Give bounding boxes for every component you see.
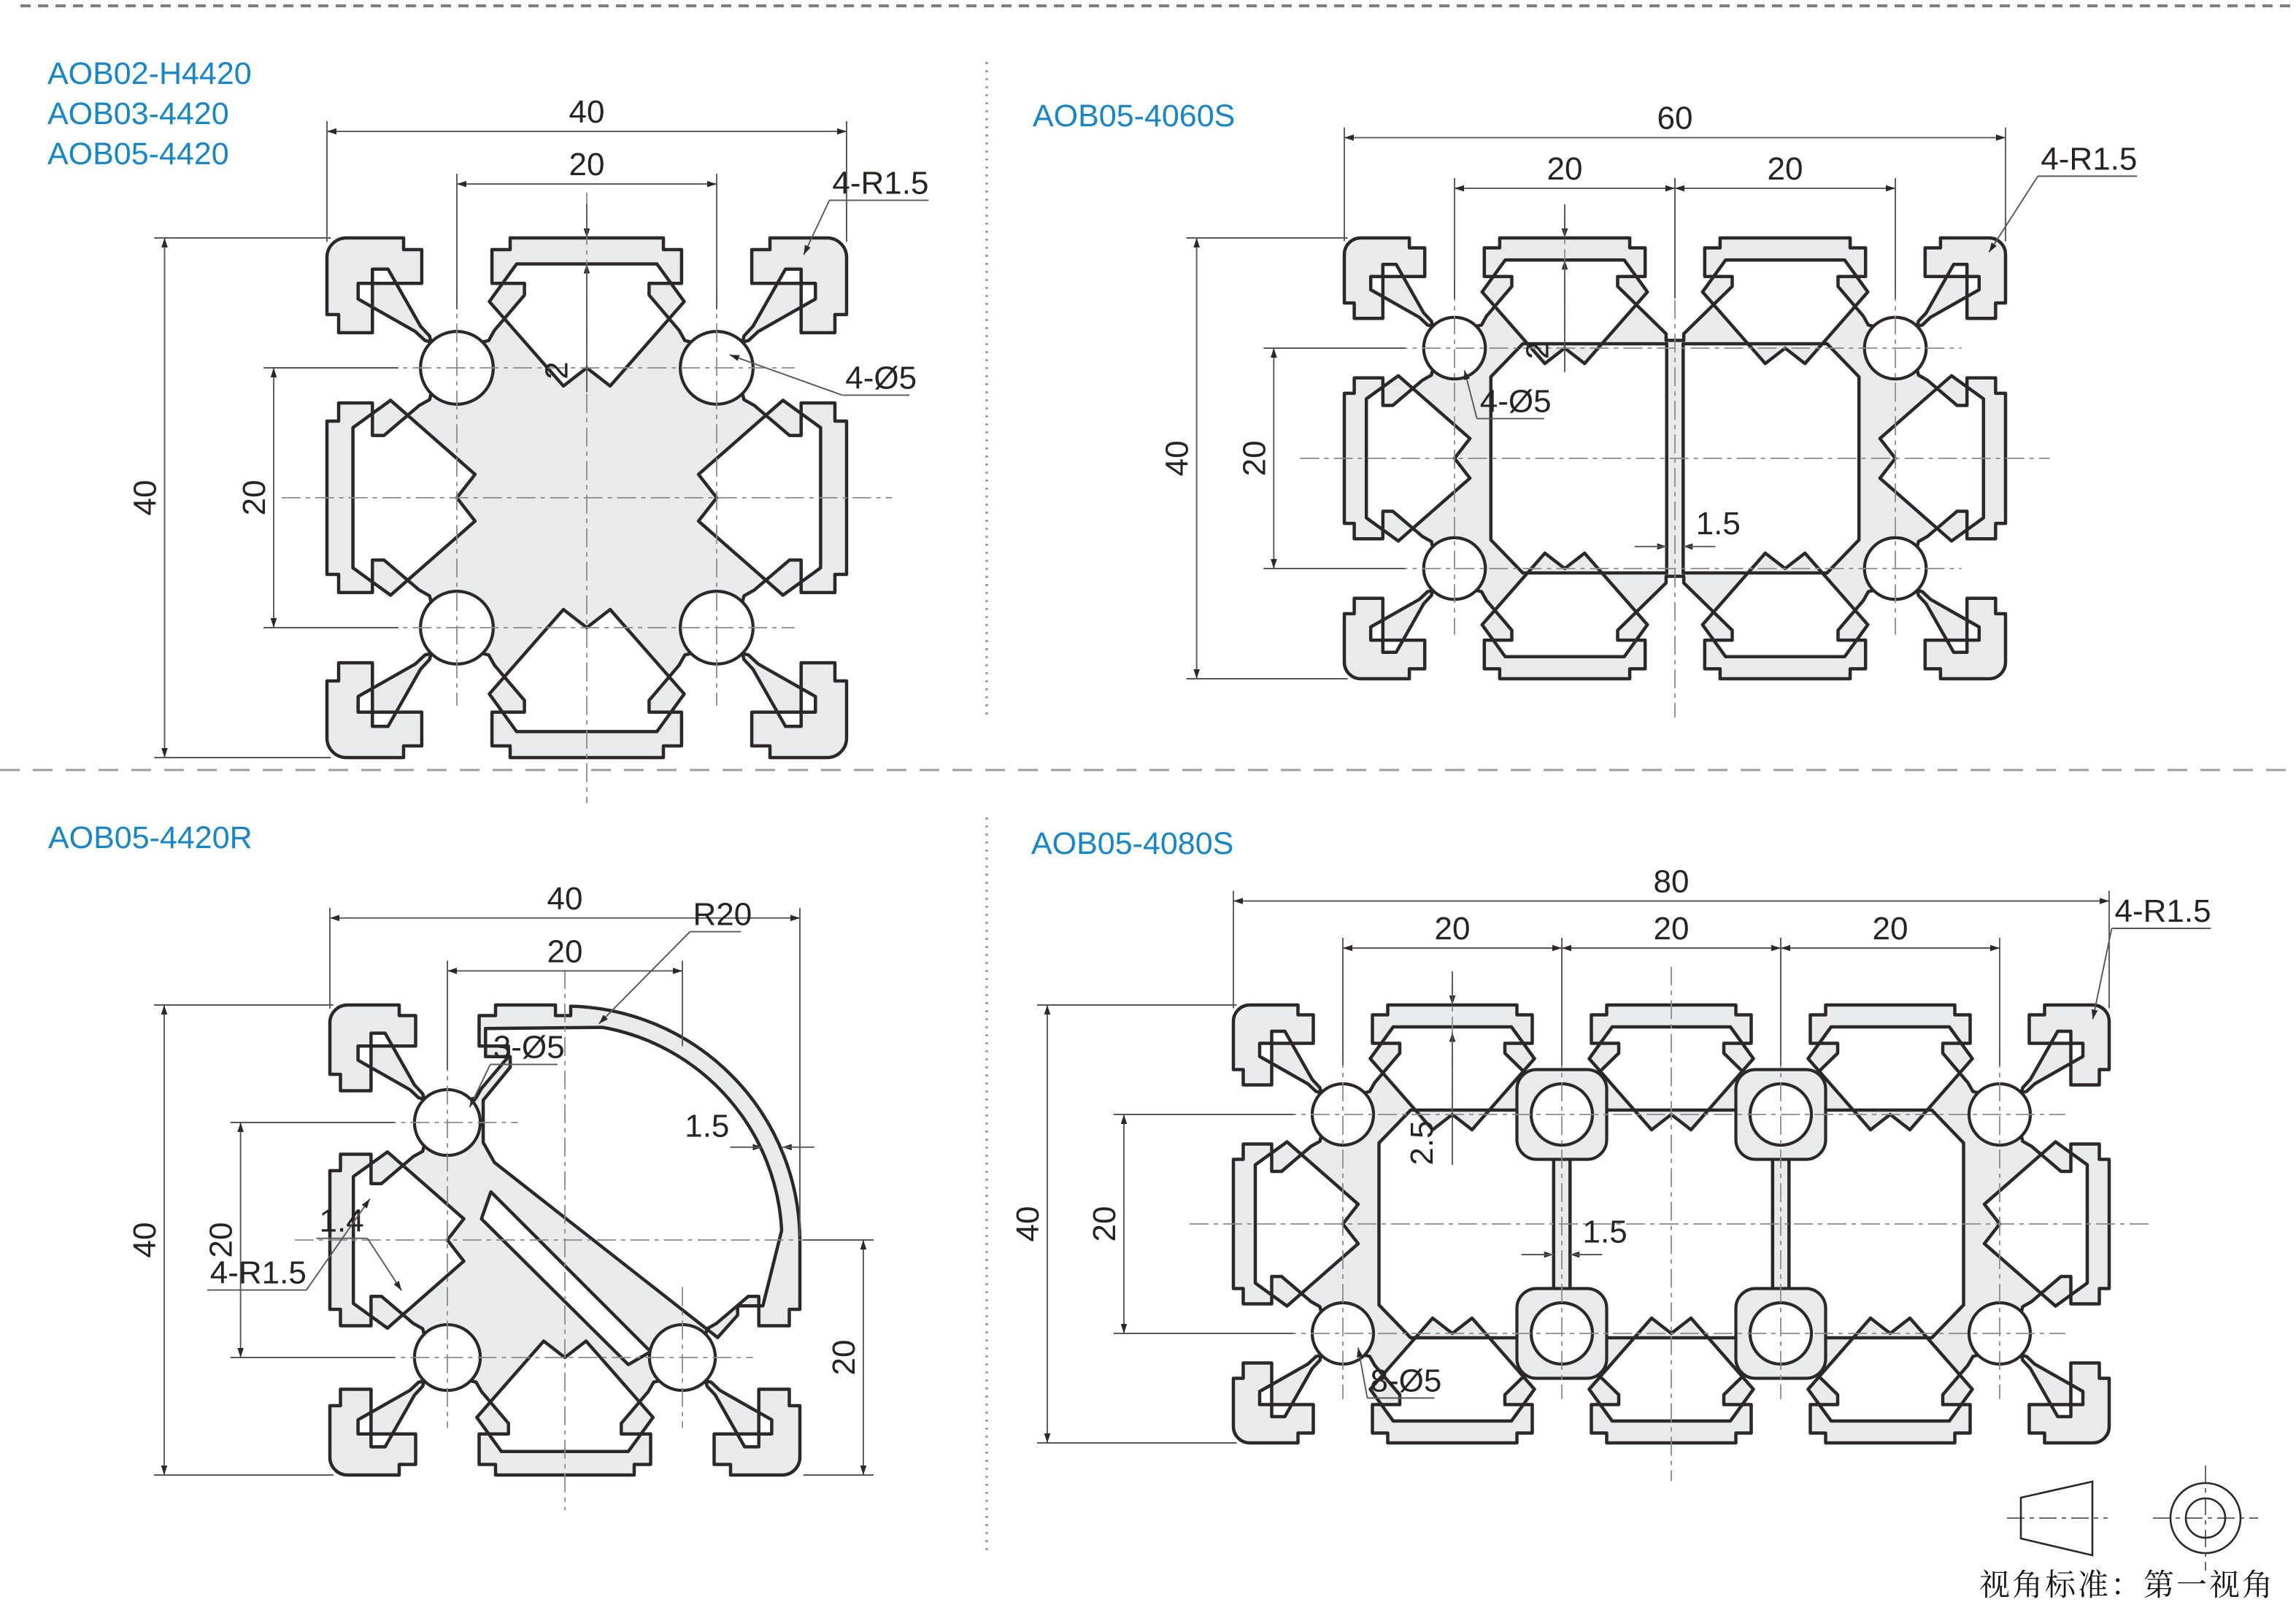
dimension-arrow [1996,134,2006,141]
dimension-label: 4-Ø5 [1479,383,1552,420]
dimension-arrow [1121,1114,1128,1124]
dimension-arrow [1343,945,1352,952]
dimension-line [599,932,690,1024]
profile-drawings [47,56,2211,1510]
dimension-label: 20 [1434,911,1471,947]
dimension-arrow [1193,669,1200,679]
dimension-arrow [1044,1005,1051,1014]
dimension-label: 20 [1236,440,1273,477]
dimension-label: 60 [1657,100,1693,136]
dimension-arrow [860,1240,867,1249]
dimension-arrow [673,968,682,974]
dimension-arrow [790,915,800,922]
dimension-label: 40 [127,480,163,516]
dimension-label: 4-R1.5 [2041,141,2138,177]
dimension-label: 4-R1.5 [832,165,929,201]
dimension-label: 20 [1872,911,1908,947]
dimension-arrow [1044,1433,1051,1443]
dimension-label: R20 [693,896,752,933]
dimension-label: 80 [1653,863,1690,900]
dimension-label: 1.5 [1695,506,1741,542]
part-number: AOB02-H4420 [47,56,252,91]
dimension-label: 20 [1767,151,1803,188]
dimension-arrow [1886,185,1895,192]
dimension-arrow [1455,185,1464,192]
dimension-label: 40 [547,880,583,917]
dimension-label: 20 [236,480,273,516]
dimension-arrow [394,1281,402,1290]
dimension-arrow [1675,185,1684,192]
dimension-label: 40 [1159,440,1195,477]
part-number: AOB05-4420 [47,136,229,172]
dimension-label: 1.4 [319,1203,364,1239]
dimension-label: 1.5 [685,1108,730,1144]
dimension-arrow [1771,945,1781,952]
dimension-arrow [1121,1324,1128,1333]
dimension-label: 3-Ø5 [493,1029,565,1066]
dimension-arrow [271,618,277,628]
part-number: AOB03-4420 [47,96,229,131]
dimension-arrow [330,915,339,922]
dimension-arrow [447,968,457,974]
dimension-arrow [1344,134,1354,141]
profile-drawing-4420R [48,820,874,1510]
dimension-arrow [707,181,717,188]
dimension-arrow [237,1348,244,1358]
part-number: AOB05-4420R [48,820,253,855]
dimension-label: 20 [1087,1206,1122,1242]
dimension-label: 40 [569,94,605,131]
dimension-arrow [1552,945,1562,952]
profile-drawing-4060S [1033,99,2137,717]
dimension-label: 20 [825,1339,862,1376]
profile-drawing-4080S [1010,826,2211,1482]
dimension-arrow [1562,945,1571,952]
view-standard-caption: 视角标准：第一视角 [1979,1568,2276,1602]
dimension-label: 2 [1519,341,1556,360]
dimension-arrow [837,128,847,135]
dimension-label: 40 [126,1222,163,1258]
part-number: AOB05-4080S [1031,826,1234,861]
dimension-arrow [1271,559,1277,569]
dimension-label: 20 [1653,911,1690,947]
dimension-arrow [161,1005,168,1014]
dimension-arrow [161,748,168,758]
dimension-label: 2.5 [1404,1120,1440,1166]
dimension-label: 2 [539,361,575,380]
dimension-arrow [327,128,336,135]
dimension-arrow [1271,348,1277,358]
dimension-label: 20 [203,1222,239,1258]
dimension-label: 8-Ø5 [1370,1363,1442,1399]
dimension-label: 4-R1.5 [2114,893,2211,929]
dimension-label: 20 [547,933,583,970]
dimension-label: 40 [1010,1206,1046,1242]
dimension-arrow [271,368,277,377]
first-angle-projection-symbol [2007,1466,2258,1571]
dimension-label: 20 [1546,151,1583,188]
dimension-arrow [1193,238,1200,247]
dimension-arrow [161,1466,168,1475]
dimension-arrow [2100,898,2109,904]
dimension-arrow [860,1466,867,1475]
dimension-arrow [1781,945,1790,952]
dimension-arrow [161,238,168,247]
dimension-label: 4-R1.5 [209,1255,307,1291]
dimension-arrow [1665,185,1675,192]
part-number: AOB05-4060S [1033,99,1236,134]
dimension-label: 20 [569,147,605,183]
dimension-line [1989,176,2038,252]
profile-drawing-4420 [47,56,928,803]
dimension-arrow [1233,898,1243,904]
dimension-arrow [1990,945,2000,952]
dimension-label: 4-Ø5 [845,360,917,396]
dimension-arrow [237,1122,244,1132]
dimension-arrow [457,181,466,188]
dimension-label: 1.5 [1582,1214,1627,1250]
